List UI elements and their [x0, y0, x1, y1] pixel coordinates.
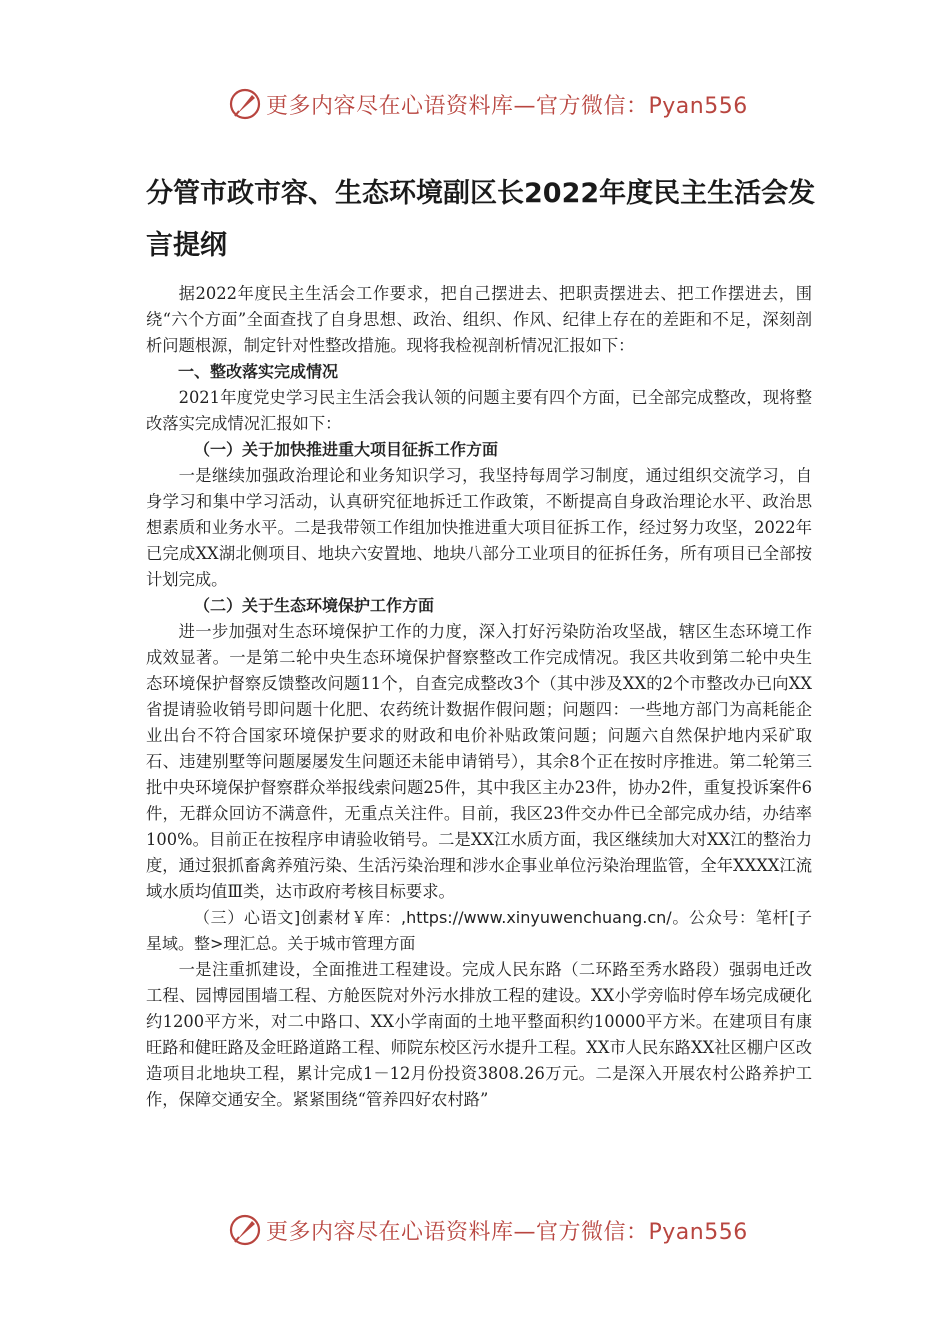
paragraph: 一是继续加强政治理论和业务知识学习，我坚持每周学习制度，通过组织交流学习，自身学习和集中学习活动，认真研究征地拆迁工作政策，不断提高自身政治理论水平、政治思想素质和业务水平。二是我带领工作组加快推进重大项目征拆工作，经过努力攻坚，2022年已完成XX湖北侧项目、地块六安置地、地块八部分工业项目的征拆任务，所有项目已全部按计划完成。 [146, 466, 812, 589]
subsection-heading-3: （三）心语文]创素材￥库：,https://www.xinyuwenchuang.cn/。公众号：笔杆[子星域。整>理汇总。关于城市管理方面 [146, 908, 812, 953]
quill-logo-icon [228, 1213, 262, 1247]
banner-text: 更多内容尽在心语资料库—官方微信：Pyan556 [266, 1219, 748, 1245]
paragraph: 2021年度党史学习民主生活会我认领的问题主要有四个方面，已全部完成整改，现将整改落实完成情况汇报如下： [146, 388, 812, 433]
footer-banner [228, 1210, 748, 1250]
quill-logo-icon [228, 87, 262, 121]
subsection-heading-1: （一）关于加快推进重大项目征拆工作方面 [194, 440, 499, 459]
paragraph: 进一步加强对生态环境保护工作的力度，深入打好污染防治攻坚战，辖区生态环境工作成效显著。一是第二轮中央生态环境保护督察整改工作完成情况。我区共收到第二轮中央生态环境保护督察反馈整改问题11个，自查完成整改3个（其中涉及XX的2个市整改办已向XX省提请验收销号即问题十化肥、农药统计数据作假问题；问题四：一些地方部门为高耗能企业出台不符合国家环境保护要求的财政和电价补贴政策问题；问题六自然保护地内采矿取石、违建别墅等问题屡屡发生问题还未能申请销号），其余8个正在按时序推进。第二轮第三批中央环境保护督察群众举报线索问题25件，其中我区主办23件，协办2件，重复投诉案件6件，无群众回访不满意件，无重点关注件。目前，我区23件交办件已全部完成办结，办结率100%。目前正在按程序申请验收销号。二是XX江水质方面，我区继续加大对XX江的整治力度，通过狠抓畜禽养殖污染、生活污染治理和涉水企事业单位污染治理监管，全年XXXX江流域水质均值Ⅲ类，达市政府考核目标要求。 [146, 622, 812, 901]
subsection-heading-2: （二）关于生态环境保护工作方面 [194, 596, 435, 615]
section-heading-1: 一、整改落实完成情况 [178, 362, 339, 381]
paragraph: 一是注重抓建设，全面推进工程建设。完成人民东路（二环路至秀水路段）强弱电迁改工程、园博园围墙工程、方舱医院对外污水排放工程的建设。XX小学旁临时停车场完成硬化约1200平方米，对二中路口、XX小学南面的土地平整面积约10000平方米。在建项目有康旺路和健旺路及金旺路道路工程、师院东校区污水提升工程。XX市人民东路XX社区棚户区改造项目北地块工程，累计完成1－12月份投资3808.26万元。二是深入开展农村公路养护工作，保障交通安全。紧紧围绕“管养四好农村路” [146, 960, 812, 1109]
header-banner [228, 84, 748, 124]
document-title: 分管市政市容、生态环境副区长2022年度民主生活会发言提纲 [146, 178, 816, 261]
document-body [146, 281, 812, 1113]
banner-text: 更多内容尽在心语资料库—官方微信：Pyan556 [266, 93, 748, 119]
intro-paragraph: 据2022年度民主生活会工作要求，把自己摆进去、把职责摆进去、把工作摆进去，围绕“六个方面”全面查找了自身思想、政治、组织、作风、纪律上存在的差距和不足，深刻剖析问题根源，制定针对性整改措施。现将我检视剖析情况汇报如下： [146, 284, 812, 355]
